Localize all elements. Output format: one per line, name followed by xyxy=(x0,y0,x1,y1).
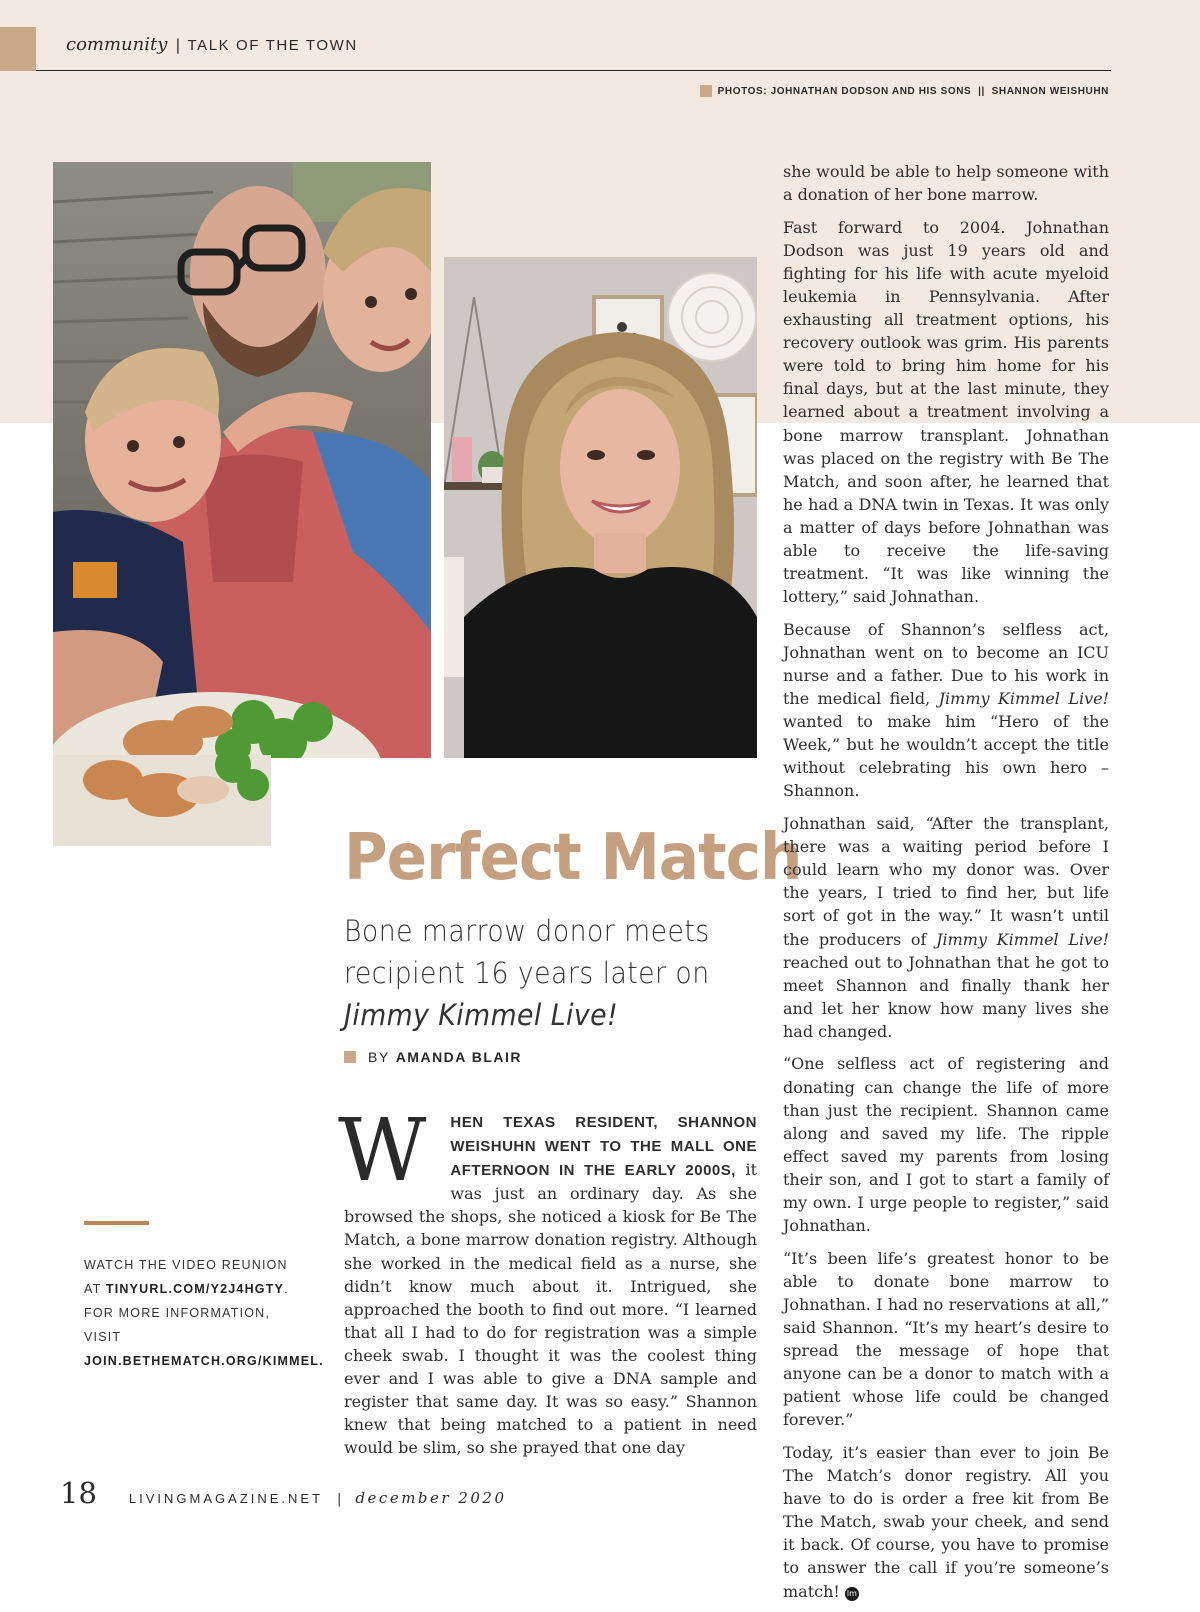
article-column-1 xyxy=(338,1101,757,1469)
paragraph xyxy=(783,618,1109,803)
show-name: Jimmy Kimmel Live! xyxy=(938,689,1109,709)
dek-text: Bone marrow donor meets recipient 16 years later on xyxy=(344,914,710,990)
article-title: Perfect Match xyxy=(344,821,802,895)
sidebar-rule xyxy=(84,1221,149,1225)
drop-cap: W xyxy=(338,1101,427,1201)
page-footer xyxy=(60,1476,507,1510)
paragraph xyxy=(338,1101,757,1459)
show-name: Jimmy Kimmel Live! xyxy=(936,929,1110,949)
paragraph-text: Because of Shannon’s selfless act, Johnathan went on to become an ICU nurse and a father. Due to his work in the medical field, xyxy=(783,619,1109,709)
byline-prefix: BY xyxy=(368,1049,390,1065)
footer-separator: | xyxy=(337,1492,342,1507)
paragraph: “One selfless act of registering and donating can change the life of more than just the recipient. Shannon came along and saved my life. The ripple effect saved my parents from losing their son, and I got to start a family of my own. I urge people to register,” said Johnathan. xyxy=(783,1054,1109,1236)
section-name: community xyxy=(66,34,168,55)
paragraph-text: reached out to Johnathan that he got to meet Shannon and finally thank her and let her know how many lives she had changed. xyxy=(783,952,1109,1041)
paragraph xyxy=(783,1441,1109,1603)
credit-square-icon xyxy=(700,85,712,97)
section-tab-block xyxy=(0,27,36,71)
paragraph-text: Today, it’s easier than ever to join Be The Match’s donor registry. All you have to do is order a free kit from Be The Match, swab your cheek, and send it back. Of course, you have to promise to answer the call if you’re someone’s match! xyxy=(783,1442,1109,1601)
registry-link[interactable]: JOIN.BETHEMATCH.ORG/KIMMEL. xyxy=(84,1354,324,1368)
paragraph: she would be able to help someone with a donation of her bone marrow. xyxy=(783,162,1109,205)
shannon-photo xyxy=(444,257,757,758)
subsection-name: TALK OF THE TOWN xyxy=(187,37,358,54)
sidebar-text: WATCH THE VIDEO REUNION AT xyxy=(84,1258,288,1296)
sidebar-text: . FOR MORE INFORMATION, VISIT xyxy=(84,1282,289,1344)
paragraph-text: it was just an ordinary day. As she browsed the shops, she noticed a kiosk for Be The Match, a bone marrow donation registry. Although she worked in the medical field as a nurse, she didn’t know much about it. Intrigued, she approached the booth to find out more. “I learned that all I had to do for registration was a simple cheek swab. I thought it was the coolest thing ever and I was able to give a DNA sample and register that same day. It was so easy.” Shannon knew that being matched to a patient in need would be slim, so she prayed that one day xyxy=(344,1160,757,1458)
byline-square-icon xyxy=(344,1051,356,1063)
page-number: 18 xyxy=(60,1476,97,1510)
paragraph: “It’s been life’s greatest honor to be able to donate bone marrow to Johnathan. I had no reservations at all,” said Shannon. “It’s my heart’s desire to spread the message of hope that anyone can be a donor to match with a patient whose life could be changed forever.” xyxy=(783,1248,1109,1430)
paragraph: Fast forward to 2004. Johnathan Dodson was just 19 years old and fighting for his life with acute myeloid leukemia in Pennsylvania. After exhausting all treatment options, his recovery outlook was grim. His parents were told to bring him home for his final days, but at the last minute, they learned about a treatment involving a bone marrow transplant. Johnathan was placed on the registry with Be The Match, and soon after, he learned that he had a DNA twin in Texas. It was only a matter of days before Johnathan was able to receive the life-saving treatment. “It was like winning the lottery,” said Johnathan. xyxy=(783,217,1109,607)
end-mark-icon: lm xyxy=(845,1587,859,1601)
paragraph-text: wanted to make him “Hero of the Week,” but he wouldn’t accept the title without celebrating his own hero – Shannon. xyxy=(783,712,1109,801)
website: LIVINGMAGAZINE.NET xyxy=(128,1491,324,1506)
article-dek xyxy=(344,910,730,1036)
author-name: AMANDA BLAIR xyxy=(395,1049,523,1065)
photo-credit-text: PHOTOS: JOHNATHAN DODSON AND HIS SONS || SHANNON WEISHUHN xyxy=(717,85,1109,97)
article-column-2 xyxy=(783,160,1109,1612)
lead-in: HEN TEXAS RESIDENT, SHANNON WEISHUHN WENT TO THE MALL ONE AFTERNOON IN THE EARLY 2000S, xyxy=(450,1114,757,1180)
issue-date: december 2020 xyxy=(355,1489,507,1507)
section-header xyxy=(66,33,358,58)
family-photo-lower xyxy=(53,755,271,846)
sidebar-note xyxy=(84,1253,324,1373)
section-separator: | xyxy=(175,36,181,54)
family-photo xyxy=(53,162,431,758)
paragraph xyxy=(783,812,1109,1043)
video-link[interactable]: TINYURL.COM/Y2J4HGTY xyxy=(105,1282,285,1296)
photo-credit xyxy=(700,85,1109,97)
paragraph-text: Johnathan said, “After the transplant, there was a waiting period before I could learn who my donor was. Over the years, I tried to find her, but life sort of got in the way.” It wasn’t until the producers of xyxy=(783,814,1109,949)
dek-show-name: Jimmy Kimmel Live! xyxy=(344,998,619,1032)
header-rule xyxy=(36,70,1111,71)
byline xyxy=(344,1049,522,1065)
